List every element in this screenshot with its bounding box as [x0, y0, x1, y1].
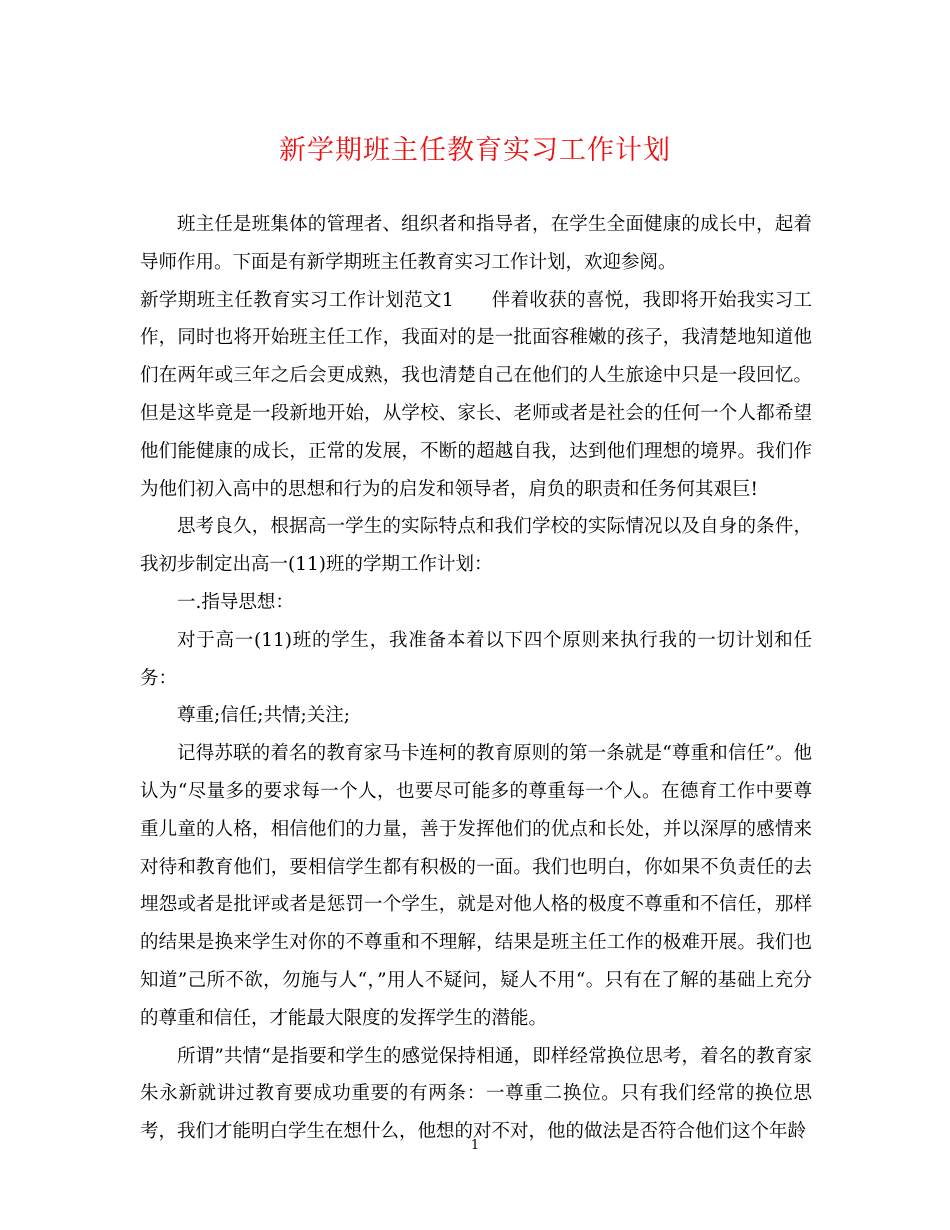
page-number: 1: [470, 1138, 480, 1153]
paragraph-sample-1: 新学期班主任教育实习工作计划范文1 伴着收获的喜悦，我即将开始我实习工作，同时也将开始班主任工作，我面对的是一批面容稚嫩的孩子，我清楚地知道他们在两年或三年之后会更成熟，我也清楚自己在他们的人生旅途中只是一段回忆。但是这毕竟是一段新地开始，从学校、家长、老师或者是社会的任何一个人都希望他们能健康的成长，正常的发展，不断的超越自我，达到他们理想的境界。我们作为他们初入高中的思想和行为的启发和领导者，肩负的职责和任务何其艰巨!: [140, 289, 812, 500]
paragraph-principles-list: 尊重;信任;共情;关注;: [177, 705, 350, 727]
document-body: [140, 206, 812, 1151]
paragraph-empathy: 所谓”共情“是指要和学生的感觉保持相通，即样经常换位思考，着名的教育家朱永新就讲过教育要成功重要的有两条：一尊重二换位。只有我们经常的换位思考，我们才能明白学生在想什么，他想的对不对，他的做法是否符合他们这个年龄: [140, 1045, 812, 1143]
paragraph-plan-basis: 思考良久，根据高一学生的实际特点和我们学校的实际情况以及自身的条件，我初步制定出高一(11)班的学期工作计划：: [140, 516, 812, 576]
paragraph-intro: 班主任是班集体的管理者、组织者和指导者，在学生全面健康的成长中，起着导师作用。下面是有新学期班主任教育实习工作计划，欢迎参阅。: [140, 214, 812, 273]
paragraph-respect-trust: 记得苏联的着名的教育家马卡连柯的教育原则的第一条就是“尊重和信任”。他认为“尽量多的要求每一个人，也要尽可能多的尊重每一个人。在德育工作中要尊重儿童的人格，相信他们的力量，善于发挥他们的优点和长处，并以深厚的感情来对待和教育他们，要相信学生都有积极的一面。我们也明白，你如果不负责任的去埋怨或者是批评或者是惩罚一个学生，就是对他人格的极度不尊重和不信任，那样的结果是换来学生对你的不尊重和不理解，结果是班主任工作的极难开展。我们也知道”己所不欲，勿施与人“，”用人不疑问，疑人不用“。只有在了解的基础上充分的尊重和信任，才能最大限度的发挥学生的潜能。: [140, 743, 812, 1029]
paragraph-principles-intro: 对于高一(11)班的学生，我准备本着以下四个原则来执行我的一切计划和任务：: [140, 629, 812, 689]
section-heading-guiding-thought: 一.指导思想：: [177, 591, 294, 613]
document-title: 新学期班主任教育实习工作计划: [279, 135, 671, 166]
